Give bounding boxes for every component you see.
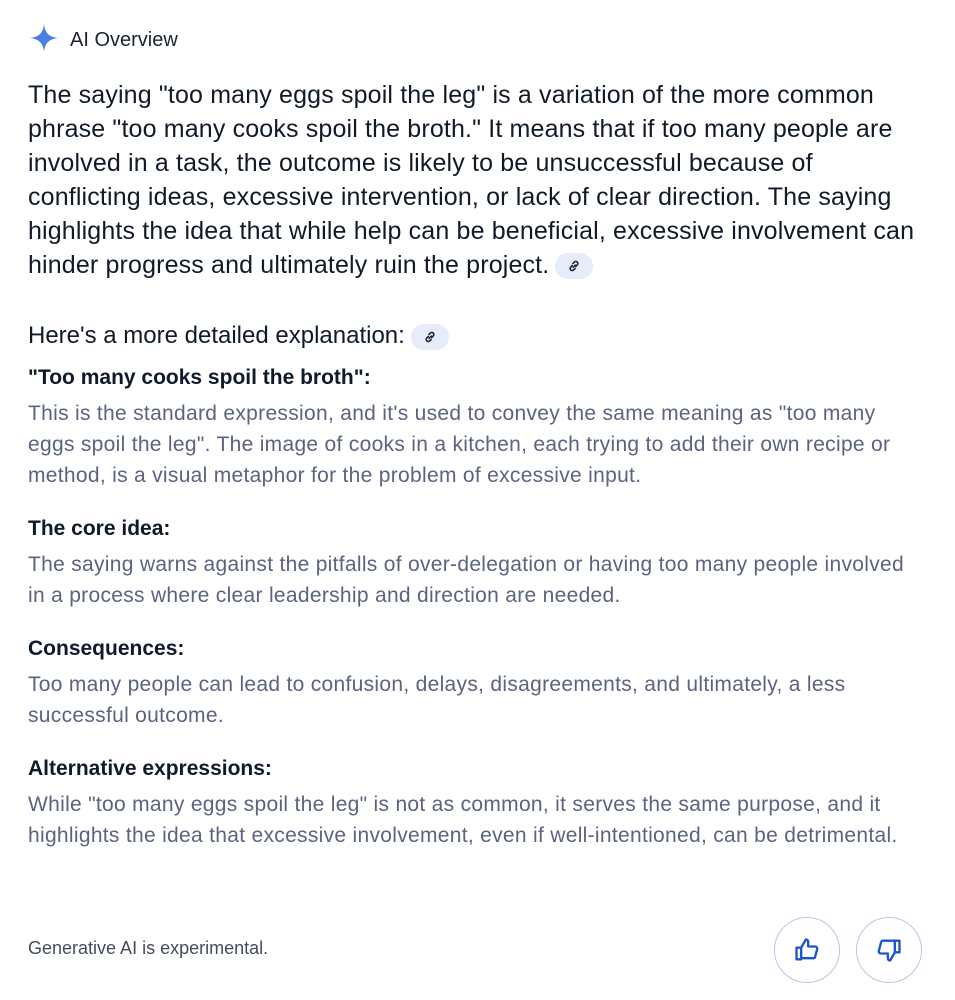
section-body: The saying warns against the pitfalls of over-delegation or having too many people involved in a process where clear leadership and direction are needed. bbox=[28, 553, 904, 607]
thumbs-down-button[interactable] bbox=[856, 917, 922, 983]
detail-heading-text: Here's a more detailed explanation: bbox=[28, 322, 405, 349]
source-link-button[interactable] bbox=[555, 253, 593, 279]
ai-overview-title: AI Overview bbox=[70, 29, 178, 51]
overview-content bbox=[28, 78, 918, 875]
thumbs-up-button[interactable] bbox=[774, 917, 840, 983]
section bbox=[28, 515, 918, 611]
link-icon bbox=[567, 259, 581, 273]
section-title: Alternative expressions: bbox=[28, 757, 272, 780]
sparkle-icon bbox=[28, 22, 60, 59]
section bbox=[28, 635, 918, 731]
summary-text: The saying "too many eggs spoil the leg" is a variation of the more common phrase "too many cooks spoil the broth." It means that if too many people are involved in a task, the outcome is likely to be unsuccessful because of conflicting ideas, excessive intervention, or lack of clear direction. The saying highlights the idea that while help can be beneficial, excessive involvement can hinder progress and ultimately ruin the project. bbox=[28, 81, 915, 279]
thumbs-up-icon bbox=[793, 936, 821, 964]
section-body: While "too many eggs spoil the leg" is not as common, it serves the same purpose, and it highlights the idea that excessive involvement, even if well-intentioned, can be detrimental. bbox=[28, 793, 898, 847]
section bbox=[28, 755, 918, 851]
overview-summary bbox=[28, 78, 918, 282]
section-title: "Too many cooks spoil the broth": bbox=[28, 366, 371, 389]
section-body: This is the standard expression, and it's used to convey the same meaning as "too many eggs spoil the leg". The image of cooks in a kitchen, each trying to add their own recipe or method, is a visual metaphor for the problem of excessive input. bbox=[28, 402, 891, 487]
detail-heading bbox=[28, 320, 918, 352]
link-icon bbox=[423, 330, 437, 344]
source-link-button[interactable] bbox=[411, 324, 449, 350]
section-title: The core idea: bbox=[28, 517, 171, 540]
thumbs-down-icon bbox=[875, 936, 903, 964]
section bbox=[28, 364, 918, 491]
ai-overview-header bbox=[28, 22, 178, 59]
disclaimer: Generative AI is experimental. bbox=[28, 938, 269, 958]
section-body: Too many people can lead to confusion, delays, disagreements, and ultimately, a less successful outcome. bbox=[28, 673, 846, 727]
section-title: Consequences: bbox=[28, 637, 185, 660]
